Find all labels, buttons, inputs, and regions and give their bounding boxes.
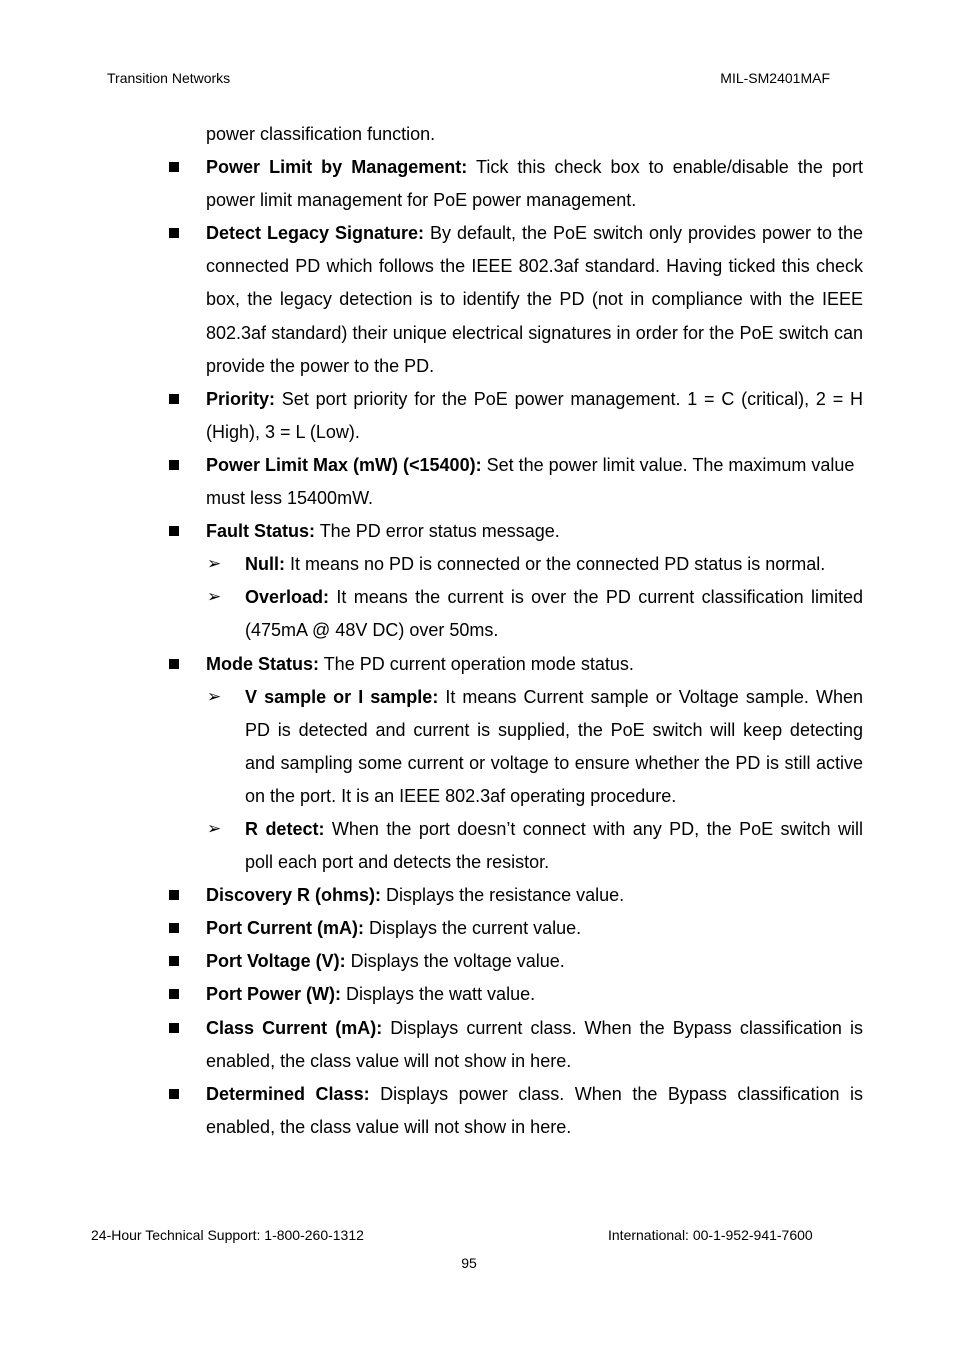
item-text: Displays current class. When the Bypass classification is enabled, the class value will not show in here. — [206, 1017, 863, 1071]
item-term: Determined Class: — [206, 1083, 370, 1104]
item-term: Overload: — [245, 587, 330, 608]
item-text: Displays the voltage value. — [345, 951, 565, 972]
sub-list-item — [207, 548, 863, 581]
item-term: Power Limit by Management: — [206, 157, 468, 178]
footer-support: 24-Hour Technical Support: 1-800-260-1312 — [91, 1227, 364, 1243]
square-bullet-icon — [169, 659, 179, 669]
square-bullet-icon — [169, 989, 179, 999]
square-bullet-icon — [169, 162, 179, 172]
item-text: The PD current operation mode status. — [319, 653, 634, 674]
arrow-bullet-icon: ➢ — [207, 587, 222, 608]
item-text: It means Current sample or Voltage sample. When PD is detected and current is supplied, the PoE switch will keep detecting and sampling some current or voltage to ensure whether the PD is still active on the port. It is an IEEE 802.3af operating procedure. — [245, 686, 863, 806]
item-text: It means the current is over the PD current classification limited (475mA @ 48V DC) over 50ms. — [245, 587, 863, 641]
arrow-bullet-icon: ➢ — [207, 554, 222, 575]
square-bullet-icon — [169, 1089, 179, 1099]
item-text: Displays power class. When the Bypass classification is enabled, the class value will not show in here. — [206, 1083, 863, 1137]
item-term: Power Limit Max (mW) (<15400): — [206, 454, 482, 475]
header-company: Transition Networks — [107, 70, 231, 86]
square-bullet-icon — [169, 460, 179, 470]
item-term: Port Voltage (V): — [206, 951, 346, 972]
item-text: Displays the resistance value. — [381, 885, 625, 906]
list-item — [206, 1012, 863, 1078]
arrow-bullet-icon: ➢ — [207, 686, 222, 707]
item-term: Port Power (W): — [206, 984, 341, 1005]
item-text: Displays the current value. — [364, 918, 582, 939]
square-bullet-icon — [169, 228, 179, 238]
list-item — [206, 912, 863, 945]
item-term: R detect: — [245, 818, 325, 839]
footer-international: International: 00-1-952-941-7600 — [608, 1227, 813, 1243]
item-term: Detect Legacy Signature: — [206, 223, 425, 244]
square-bullet-icon — [169, 526, 179, 536]
continuation-text: power classification function. — [206, 124, 436, 144]
list-item — [206, 1078, 863, 1144]
item-term: Fault Status: — [206, 521, 316, 542]
square-bullet-icon — [169, 394, 179, 404]
item-text: It means no PD is connected or the connected PD status is normal. — [285, 554, 826, 575]
square-bullet-icon — [169, 923, 179, 933]
list-item — [206, 151, 863, 217]
item-text: When the port doesn’t connect with any PD, the PoE switch will poll each port and detects the resistor. — [245, 818, 863, 873]
document-body — [0, 118, 954, 1144]
square-bullet-icon — [169, 956, 179, 966]
item-text: Set the power limit value. The maximum value must less 15400mW. — [206, 454, 855, 509]
page-number: 95 — [461, 1255, 477, 1271]
list-item — [206, 648, 863, 681]
item-text: Displays the watt value. — [341, 984, 536, 1005]
header-model: MIL-SM2401MAF — [720, 70, 830, 86]
item-term: Discovery R (ohms): — [206, 885, 382, 906]
item-term: Priority: — [206, 388, 276, 409]
list-item — [206, 217, 863, 382]
item-text: By default, the PoE switch only provides power to the connected PD which follows the IEEE 802.3af standard. Having ticked this check box, the legacy detection is to identify the PD (not in compliance with the IEEE 802.3af standard) their unique electrical signatures in order for the PoE switch can provide the power to the PD. — [206, 223, 863, 376]
list-item — [206, 879, 863, 912]
sub-list-item — [207, 581, 863, 647]
item-term: V sample or I sample: — [245, 686, 439, 707]
square-bullet-icon — [169, 1023, 179, 1033]
list-item — [206, 945, 863, 978]
item-text: Set port priority for the PoE power management. 1 = C (critical), 2 = H (High), 3 = L (Low). — [206, 388, 863, 442]
item-term: Mode Status: — [206, 653, 320, 674]
list-item — [206, 515, 863, 548]
item-text: Tick this check box to enable/disable the port power limit management for PoE power management. — [206, 157, 863, 211]
sub-list-item — [207, 681, 863, 813]
list-item — [206, 383, 863, 449]
list-item — [206, 978, 863, 1011]
list-item — [206, 449, 863, 515]
item-term: Port Current (mA): — [206, 918, 364, 939]
item-term: Class Current (mA): — [206, 1017, 383, 1038]
sub-list-item — [207, 813, 863, 879]
item-text: The PD error status message. — [315, 521, 560, 542]
arrow-bullet-icon: ➢ — [207, 818, 222, 839]
square-bullet-icon — [169, 890, 179, 900]
item-term: Null: — [245, 554, 285, 575]
